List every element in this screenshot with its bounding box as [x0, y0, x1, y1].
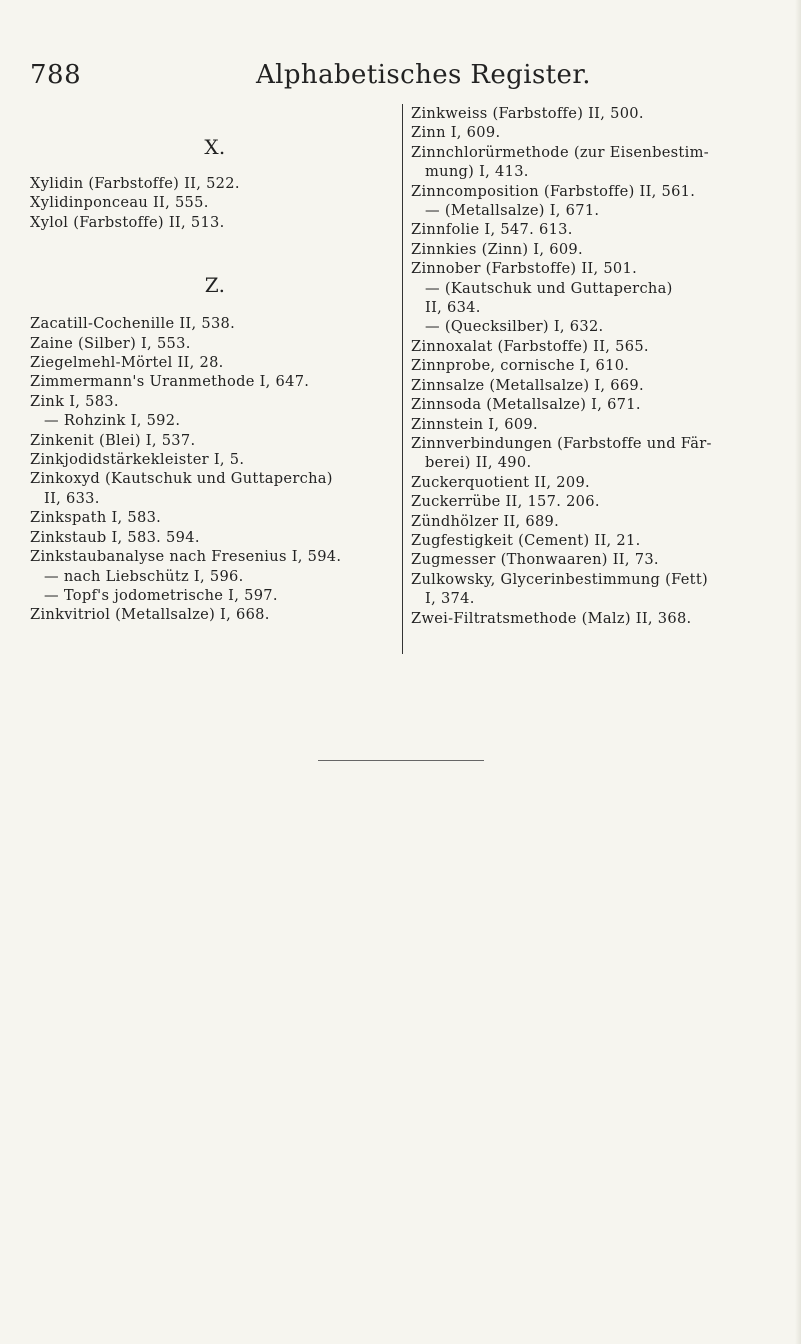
index-entry: Zinkoxyd (Kautschuk und Guttapercha)	[30, 470, 333, 488]
index-entry: Zinnverbindungen (Farbstoffe und Fär-	[411, 434, 712, 452]
index-entry: Zinkjodidstärkekleister I, 5.	[30, 451, 245, 469]
scan-edge-shading	[795, 0, 801, 1344]
index-entry: Zinnprobe, cornische I, 610.	[411, 357, 630, 375]
index-entry: Zulkowsky, Glycerinbestimmung (Fett)	[411, 570, 709, 588]
index-entry-continuation: II, 634.	[425, 299, 481, 317]
index-subentry: — Topf's jodometrische I, 597.	[44, 586, 278, 604]
index-entry: Zinn I, 609.	[411, 124, 501, 142]
index-entry: Zinnstein I, 609.	[411, 415, 538, 433]
page-number: 788	[30, 60, 82, 90]
index-entry: Zinkstaubanalyse nach Fresenius I, 594.	[30, 548, 342, 566]
section-letter-z: Z.	[204, 273, 226, 298]
index-entry: Zinkenit (Blei) I, 537.	[30, 431, 196, 449]
index-entry: Xylidin (Farbstoffe) II, 522.	[30, 175, 240, 192]
index-entry: Zündhölzer II, 689.	[411, 512, 560, 530]
index-entry: Zink I, 583.	[30, 392, 119, 410]
index-entry: Zinkspath I, 583.	[30, 509, 162, 527]
left-column	[30, 104, 400, 625]
index-entry-continuation: I, 374.	[425, 590, 475, 608]
index-entry: Zinkstaub I, 583. 594.	[30, 528, 200, 546]
page-header	[0, 60, 801, 100]
index-entry: Zinkvitriol (Metallsalze) I, 668.	[30, 606, 270, 624]
page-title: Alphabetisches Register.	[256, 60, 591, 90]
index-subentry: — (Kautschuk und Guttapercha)	[425, 279, 673, 297]
index-entry: Zinnkies (Zinn) I, 609.	[411, 240, 583, 258]
index-entry: Zinnoxalat (Farbstoffe) II, 565.	[411, 337, 649, 355]
index-subentry: — (Metallsalze) I, 671.	[425, 202, 600, 220]
index-entry: Zinnsalze (Metallsalze) I, 669.	[411, 376, 644, 394]
index-subentry: — (Quecksilber) I, 632.	[425, 318, 604, 336]
index-subentry: — nach Liebschütz I, 596.	[44, 567, 244, 585]
index-entry: Zacatill-Cochenille II, 538.	[30, 315, 236, 333]
index-entry: Zugfestigkeit (Cement) II, 21.	[411, 531, 641, 549]
index-entry: Zinnchlorürmethode (zur Eisenbestim-	[411, 143, 709, 161]
index-entry: Xylidinponceau II, 555.	[30, 194, 209, 212]
index-entry: Zaine (Silber) I, 553.	[30, 334, 191, 352]
index-entry: Zinnfolie I, 547. 613.	[411, 221, 573, 239]
index-entry: Zuckerrübe II, 157. 206.	[411, 493, 600, 511]
right-column	[411, 104, 796, 628]
index-entry: Xylol (Farbstoffe) II, 513.	[30, 213, 225, 231]
index-entry: Zwei-Filtratsmethode (Malz) II, 368.	[411, 609, 692, 627]
index-entry: Zinncomposition (Farbstoffe) II, 561.	[411, 182, 696, 200]
index-entry: Zugmesser (Thonwaaren) II, 73.	[411, 551, 659, 569]
index-entry: Zuckerquotient II, 209.	[411, 473, 590, 491]
section-letter-x: X.	[204, 135, 226, 159]
column-divider	[402, 104, 403, 654]
index-entry-continuation: berei) II, 490.	[425, 454, 532, 472]
end-rule	[318, 760, 484, 761]
index-entry: Zinnober (Farbstoffe) II, 501.	[411, 260, 638, 278]
index-entry-continuation: II, 633.	[44, 489, 100, 507]
index-subentry: — Rohzink I, 592.	[44, 412, 181, 430]
index-entry: Zimmermann's Uranmethode I, 647.	[30, 373, 310, 391]
index-entry: Zinnsoda (Metallsalze) I, 671.	[411, 396, 641, 414]
index-entry-continuation: mung) I, 413.	[425, 163, 529, 181]
index-entry: Zinkweiss (Farbstoffe) II, 500.	[411, 105, 644, 122]
index-entry: Ziegelmehl-Mörtel II, 28.	[30, 354, 224, 372]
